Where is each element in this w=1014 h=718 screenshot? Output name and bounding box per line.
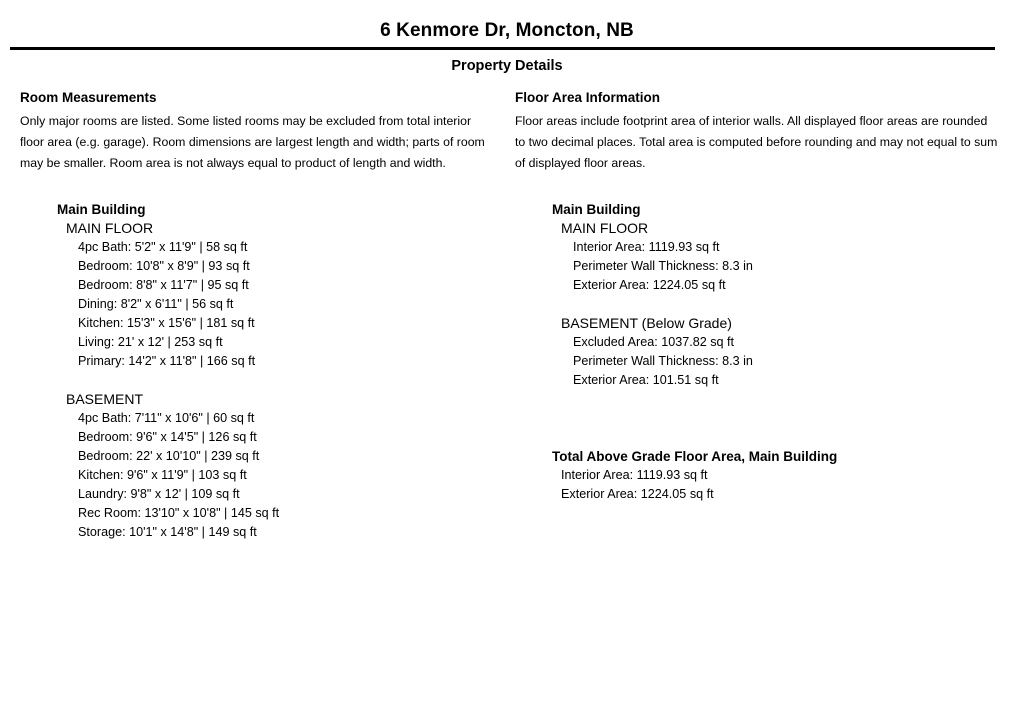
room-entry: Laundry: 9'8" x 12' | 109 sq ft (78, 487, 240, 501)
room-entry: Bedroom: 8'8" x 11'7" | 95 sq ft (78, 278, 249, 292)
room-entry: Bedroom: 22' x 10'10" | 239 sq ft (78, 449, 260, 463)
room-measurements-note: Only major rooms are listed. Some listed rooms may be excluded from total interior floor area (e.g. garage). Room dimensions are largest length and width; parts of room may be smaller. Room area is not always equal to product of length and width. (20, 114, 485, 170)
room-measurements-column (0, 90, 515, 542)
room-measurements-heading: Room Measurements (20, 90, 157, 105)
page-subtitle: Property Details (451, 58, 563, 74)
floor-area-group-basement (515, 314, 1000, 390)
title-divider (10, 47, 995, 50)
area-entry: Perimeter Wall Thickness: 8.3 in (573, 259, 753, 273)
floor-name: BASEMENT (66, 391, 144, 407)
floor-area-heading: Floor Area Information (515, 90, 661, 105)
page-title: 6 Kenmore Dr, Moncton, NB (380, 20, 634, 41)
building-name: Main Building (552, 202, 641, 217)
room-entry: Bedroom: 10'8" x 8'9" | 93 sq ft (78, 259, 250, 273)
area-entry: Exterior Area: 101.51 sq ft (573, 373, 719, 387)
room-entry: Living: 21' x 12' | 253 sq ft (78, 335, 223, 349)
room-entry: Rec Room: 13'10" x 10'8" | 145 sq ft (78, 506, 280, 520)
floor-area-group-main-floor (515, 219, 1000, 295)
content-columns (0, 90, 1014, 542)
document-header (0, 0, 1014, 75)
floor-area-note: Floor areas include footprint area of interior walls. All displayed floor areas are rounded to two decimal places. Total area is computed before rounding and may not equal to sum of displayed floor areas. (515, 114, 998, 170)
room-entry: Kitchen: 15'3" x 15'6" | 181 sq ft (78, 316, 255, 330)
floor-group-main-floor (20, 219, 489, 371)
floor-name: MAIN FLOOR (66, 220, 154, 236)
total-area-entry: Interior Area: 1119.93 sq ft (561, 468, 708, 482)
total-above-grade-heading: Total Above Grade Floor Area, Main Building (552, 449, 838, 464)
room-entry: Kitchen: 9'6" x 11'9" | 103 sq ft (78, 468, 247, 482)
area-entry: Excluded Area: 1037.82 sq ft (573, 335, 735, 349)
area-entry: Interior Area: 1119.93 sq ft (573, 240, 720, 254)
room-entry: Dining: 8'2" x 6'11" | 56 sq ft (78, 297, 234, 311)
room-entry: 4pc Bath: 5'2" x 11'9" | 58 sq ft (78, 240, 248, 254)
area-entry: Perimeter Wall Thickness: 8.3 in (573, 354, 753, 368)
room-entry: 4pc Bath: 7'11" x 10'6" | 60 sq ft (78, 411, 255, 425)
total-above-grade-block (515, 447, 1000, 504)
room-entry: Bedroom: 9'6" x 14'5" | 126 sq ft (78, 430, 257, 444)
building-name: Main Building (57, 202, 146, 217)
room-measurements-details (20, 200, 489, 542)
total-area-entry: Exterior Area: 1224.05 sq ft (561, 487, 714, 501)
area-entry: Exterior Area: 1224.05 sq ft (573, 278, 726, 292)
floor-name: MAIN FLOOR (561, 220, 649, 236)
room-entry: Primary: 14'2" x 11'8" | 166 sq ft (78, 354, 256, 368)
floor-area-details (515, 200, 1000, 504)
floor-group-basement (20, 390, 489, 542)
room-entry: Storage: 10'1" x 14'8" | 149 sq ft (78, 525, 257, 539)
floor-name: BASEMENT (Below Grade) (561, 315, 732, 331)
floor-area-column (515, 90, 1014, 504)
